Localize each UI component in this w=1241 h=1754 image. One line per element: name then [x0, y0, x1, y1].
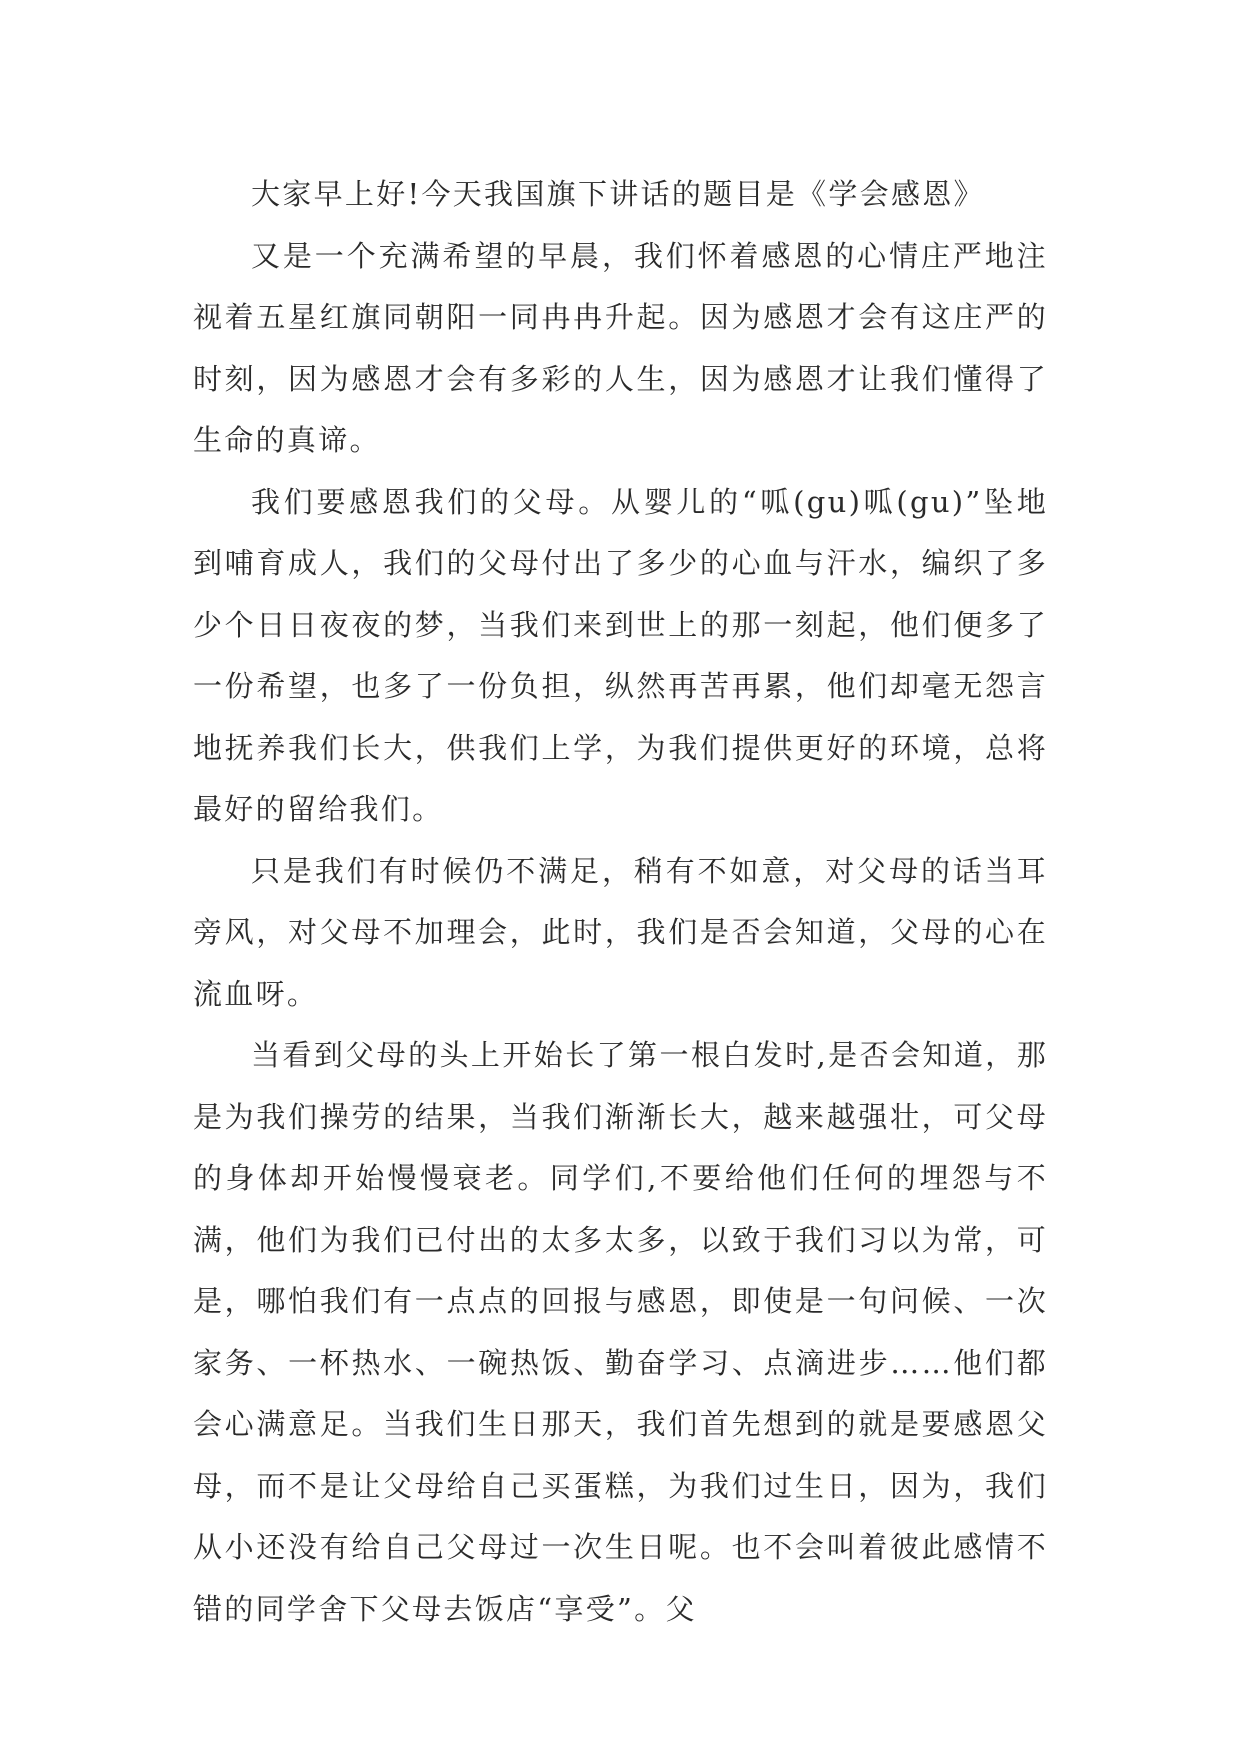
paragraph-parents: 我们要感恩我们的父母。从婴儿的“呱(gu)呱(gu)”坠地到哺育成人，我们的父母付出了多少的心血与汗水，编织了多少个日日夜夜的梦，当我们来到世上的那一刻起，他们便多了一份希望，也多了一份负担，纵然再苦再累，他们却毫无怨言地抚养我们长大，供我们上学，为我们提供更好的环境，总将最好的留给我们。: [193, 484, 1048, 826]
paragraph-greeting: 大家早上好!今天我国旗下讲话的题目是《学会感恩》: [251, 177, 985, 211]
document-body: [193, 164, 1048, 1640]
paragraph-morning: 又是一个充满希望的早晨，我们怀着感恩的心情庄严地注视着五星红旗同朝阳一同冉冉升起。因为感恩才会有这庄严的时刻，因为感恩才会有多彩的人生，因为感恩才让我们懂得了生命的真谛。: [193, 238, 1048, 457]
paragraph-white-hair: 当看到父母的头上开始长了第一根白发时,是否会知道，那是为我们操劳的结果，当我们渐渐长大，越来越强壮，可父母的身体却开始慢慢衰老。同学们,不要给他们任何的埋怨与不满，他们为我们已付出的太多太多，以致于我们习以为常，可是，哪怕我们有一点点的回报与感恩，即使是一句问候、一次家务、一杯热水、一碗热饭、勤奋学习、点滴进步……他们都会心满意足。当我们生日那天，我们首先想到的就是要感恩父母，而不是让父母给自己买蛋糕，为我们过生日，因为，我们从小还没有给自己父母过一次生日呢。也不会叫着彼此感情不错的同学舍下父母去饭店“享受”。父: [193, 1038, 1048, 1626]
paragraph-dissatisfaction: 只是我们有时候仍不满足，稍有不如意，对父母的话当耳旁风，对父母不加理会，此时，我们是否会知道，父母的心在流血呀。: [193, 853, 1048, 1011]
